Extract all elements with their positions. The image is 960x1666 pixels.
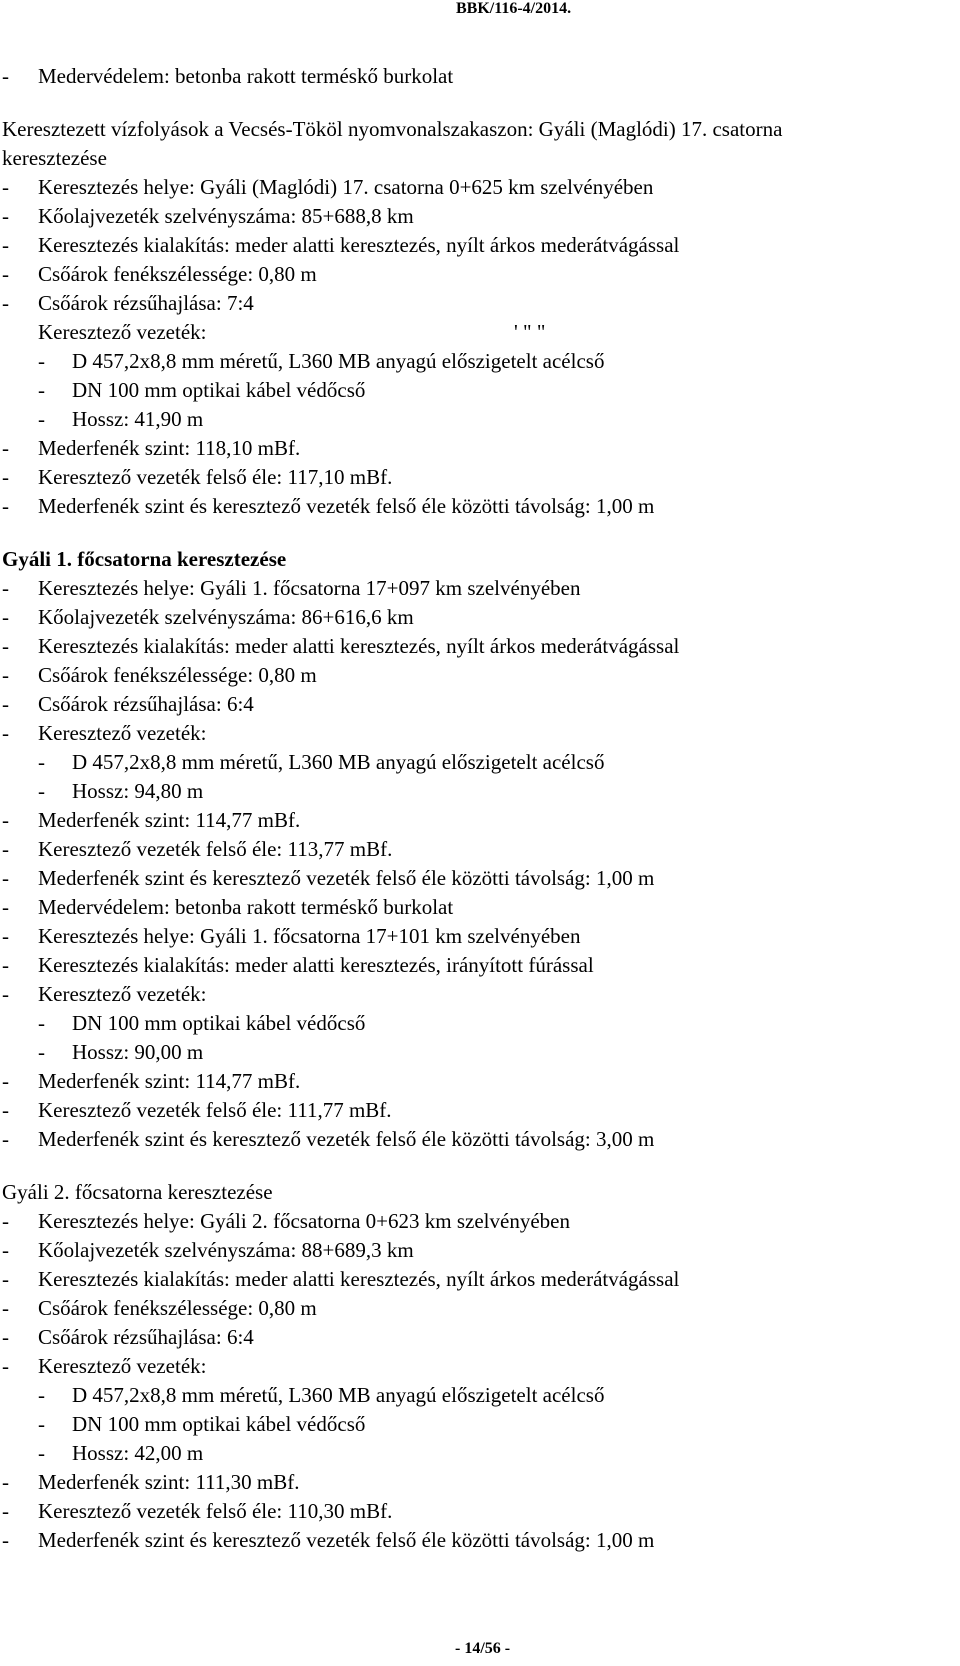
list-item [2,1410,942,1439]
list-bullet-dash: - [2,465,9,489]
list-bullet-dash: - [2,837,9,861]
page-number-footer: - 14/56 - [455,1640,511,1657]
list-bullet-dash: - [38,750,45,774]
list-bullet-dash: - [38,1011,45,1035]
line-text: Keresztezett vízfolyások a Vecsés-Tököl nyomvonalszakaszon: Gyáli (Maglódi) 17. csatorna [2,117,783,141]
line-text: Hossz: 90,00 m [72,1040,204,1064]
list-item [2,835,942,864]
list-item [2,347,942,376]
list-bullet-dash: - [2,953,9,977]
line-text: Keresztezés helye: Gyáli 2. főcsatorna 0+623 km szelvényében [38,1209,570,1233]
section-heading-line [2,115,942,144]
line-text: DN 100 mm optikai kábel védőcső [72,1011,366,1035]
list-bullet-dash: - [38,1040,45,1064]
list-item [2,893,942,922]
list-item [2,951,942,980]
list-bullet-dash: - [38,779,45,803]
list-bullet-dash: - [2,663,9,687]
line-text: Gyáli 2. főcsatorna keresztezése [2,1180,273,1204]
list-bullet-dash: - [2,576,9,600]
list-bullet-dash: - [38,1412,45,1436]
list-bullet-dash: - [2,204,9,228]
list-bullet-dash: - [2,1267,9,1291]
list-bullet-dash: - [2,233,9,257]
line-text: Keresztezés helye: Gyáli (Maglódi) 17. csatorna 0+625 km szelvényében [38,175,654,199]
line-text: keresztezése [2,146,107,170]
line-text: Keresztezés helye: Gyáli 1. főcsatorna 17+097 km szelvényében [38,576,581,600]
line-text: Keresztezés kialakítás: meder alatti keresztezés, nyílt árkos mederátvágással [38,1267,680,1291]
list-item [2,1265,942,1294]
list-bullet-dash: - [2,262,9,286]
list-bullet-dash: - [2,1325,9,1349]
list-item [2,1497,942,1526]
list-bullet-dash: - [2,1499,9,1523]
list-item [2,1067,942,1096]
line-text: DN 100 mm optikai kábel védőcső [72,378,366,402]
line-text: Hossz: 41,90 m [72,407,204,431]
list-bullet-dash: - [2,866,9,890]
list-bullet-dash: - [2,1209,9,1233]
line-text: Mederfenék szint: 114,77 mBf. [38,808,301,832]
section-heading-line [2,144,942,173]
line-text: Keresztező vezeték felső éle: 111,77 mBf. [38,1098,392,1122]
list-bullet-dash: - [2,721,9,745]
line-text: D 457,2x8,8 mm méretű, L360 MB anyagú előszigetelt acélcső [72,1383,605,1407]
list-item [2,1236,942,1265]
list-bullet-dash: - [38,1441,45,1465]
line-text: Csőárok rézsűhajlása: 7:4 [38,291,254,315]
list-bullet-dash: - [2,808,9,832]
list-item [2,1323,942,1352]
list-bullet-dash: - [2,1098,9,1122]
list-item [2,1381,942,1410]
list-bullet-dash: - [2,634,9,658]
list-bullet-dash: - [2,895,9,919]
list-bullet-dash: - [2,175,9,199]
list-item [2,1125,942,1154]
list-item [2,922,942,951]
list-item [2,980,942,1009]
list-bullet-dash: - [38,349,45,373]
line-text: Kőolajvezeték szelvényszáma: 86+616,6 km [38,605,414,629]
line-text: Keresztező vezeték: [38,320,207,344]
line-text: Hossz: 94,80 m [72,779,204,803]
list-item [2,318,942,347]
list-item [2,661,942,690]
line-text: Csőárok fenékszélessége: 0,80 m [38,663,317,687]
line-text: Keresztezés kialakítás: meder alatti keresztezés, nyílt árkos mederátvágással [38,634,680,658]
line-text: Csőárok rézsűhajlása: 6:4 [38,692,254,716]
list-bullet-dash: - [2,1069,9,1093]
list-bullet-dash: - [2,64,9,88]
line-text: Mederfenék szint és keresztező vezeték felső éle közötti távolság: 1,00 m [38,866,655,890]
line-text: DN 100 mm optikai kábel védőcső [72,1412,366,1436]
list-bullet-dash: - [2,436,9,460]
list-item [2,260,942,289]
list-item [2,574,942,603]
list-item [2,289,942,318]
line-text: Keresztező vezeték felső éle: 113,77 mBf. [38,837,393,861]
line-text: D 457,2x8,8 mm méretű, L360 MB anyagú előszigetelt acélcső [72,750,605,774]
line-text: Keresztező vezeték: [38,1354,207,1378]
line-text: Mederfenék szint: 114,77 mBf. [38,1069,301,1093]
list-item [2,202,942,231]
stray-marks: ' " " [514,320,546,344]
list-item [2,173,942,202]
list-bullet-dash: - [2,1296,9,1320]
line-text: Mederfenék szint: 111,30 mBf. [38,1470,300,1494]
list-item [2,405,942,434]
list-item [2,632,942,661]
list-bullet-dash: - [2,605,9,629]
line-text: Keresztezés kialakítás: meder alatti keresztezés, irányított fúrással [38,953,594,977]
line-text: D 457,2x8,8 mm méretű, L360 MB anyagú előszigetelt acélcső [72,349,605,373]
list-item [2,492,942,521]
line-text: Keresztező vezeték: [38,982,207,1006]
paragraph-gap [2,91,942,115]
list-bullet-dash: - [2,982,9,1006]
line-text: Gyáli 1. főcsatorna keresztezése [2,547,287,571]
list-item [2,690,942,719]
line-text: Keresztező vezeték: [38,721,207,745]
list-item [2,1009,942,1038]
list-bullet-dash: - [2,1127,9,1151]
list-item [2,777,942,806]
list-item [2,231,942,260]
list-bullet-dash: - [2,692,9,716]
line-text: Csőárok fenékszélessége: 0,80 m [38,1296,317,1320]
list-bullet-dash: - [2,291,9,315]
document-id-header: BBK/116-4/2014. [456,0,572,17]
list-item [2,463,942,492]
line-text: Keresztező vezeték felső éle: 110,30 mBf. [38,1499,393,1523]
line-text: Keresztező vezeték felső éle: 117,10 mBf. [38,465,393,489]
list-item [2,1439,942,1468]
list-item [2,1294,942,1323]
section-heading-line [2,545,942,574]
list-item [2,806,942,835]
list-bullet-dash: - [38,378,45,402]
list-item [2,1468,942,1497]
list-item [2,603,942,632]
section-heading-line [2,1178,942,1207]
list-item [2,376,942,405]
list-item [2,1096,942,1125]
list-item [2,864,942,893]
line-text: Keresztezés kialakítás: meder alatti keresztezés, nyílt árkos mederátvágással [38,233,680,257]
line-text: Mederfenék szint és keresztező vezeték felső éle közötti távolság: 1,00 m [38,1528,655,1552]
document-body [2,62,942,1555]
list-item [2,62,942,91]
list-bullet-dash: - [2,1528,9,1552]
list-bullet-dash: - [2,1354,9,1378]
line-text: Mederfenék szint és keresztező vezeték felső éle közötti távolság: 1,00 m [38,494,655,518]
line-text: Mederfenék szint: 118,10 mBf. [38,436,301,460]
list-bullet-dash: - [2,494,9,518]
line-text: Csőárok fenékszélessége: 0,80 m [38,262,317,286]
line-text: Medervédelem: betonba rakott terméskő burkolat [38,64,454,88]
list-bullet-dash: - [38,1383,45,1407]
paragraph-gap [2,521,942,545]
list-item [2,1526,942,1555]
paragraph-gap [2,1154,942,1178]
list-bullet-dash: - [2,1238,9,1262]
line-text: Csőárok rézsűhajlása: 6:4 [38,1325,254,1349]
list-item [2,434,942,463]
line-text: Mederfenék szint és keresztező vezeték felső éle közötti távolság: 3,00 m [38,1127,655,1151]
list-item [2,1352,942,1381]
list-item [2,1207,942,1236]
line-text: Medervédelem: betonba rakott terméskő burkolat [38,895,454,919]
line-text: Keresztezés helye: Gyáli 1. főcsatorna 17+101 km szelvényében [38,924,581,948]
list-bullet-dash: - [2,924,9,948]
list-item [2,748,942,777]
list-item [2,1038,942,1067]
list-bullet-dash: - [38,407,45,431]
line-text: Kőolajvezeték szelvényszáma: 88+689,3 km [38,1238,414,1262]
line-text: Kőolajvezeték szelvényszáma: 85+688,8 km [38,204,414,228]
list-item [2,719,942,748]
line-text: Hossz: 42,00 m [72,1441,204,1465]
list-bullet-dash: - [2,1470,9,1494]
